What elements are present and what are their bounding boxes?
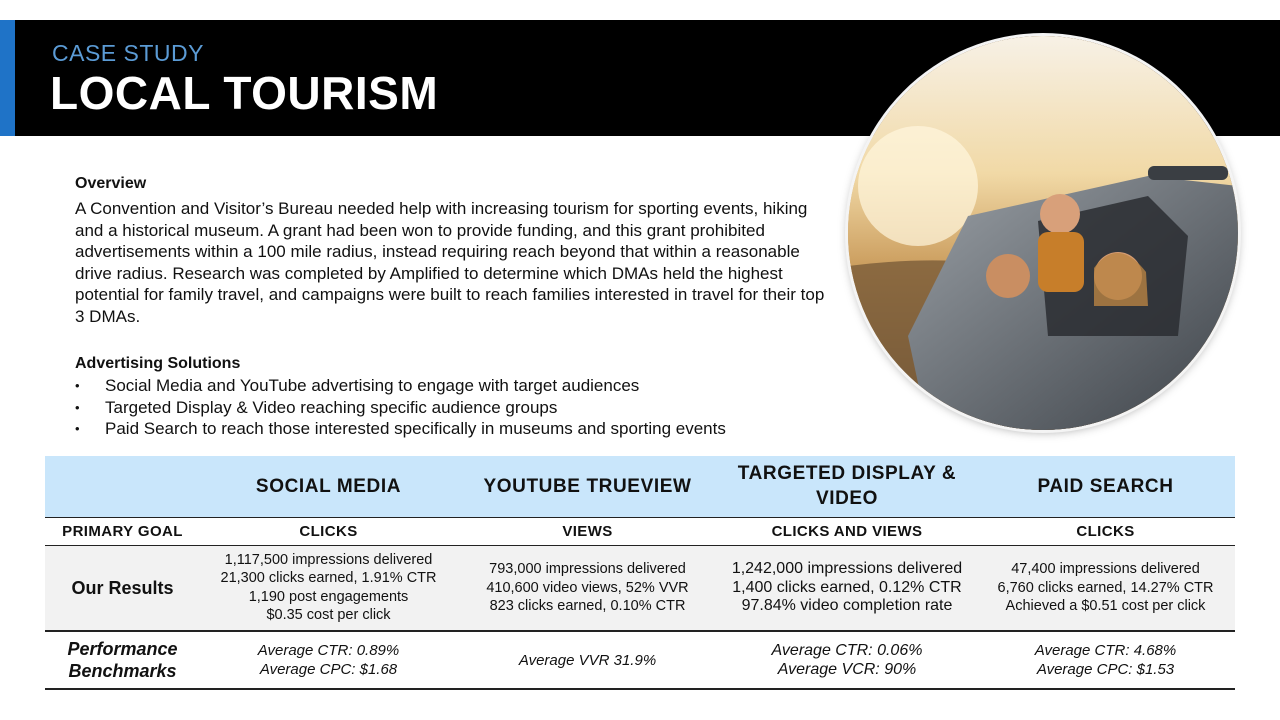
goal-cell: CLICKS bbox=[1076, 522, 1135, 540]
results-cell-social-media bbox=[200, 545, 457, 631]
list-item: • Paid Search to reach those interested specifically in museums and sporting events bbox=[75, 418, 726, 440]
benchmark-cell-paid-search bbox=[976, 631, 1235, 689]
result-line: 1,400 clicks earned, 0.12% CTR bbox=[732, 578, 962, 596]
row-label-primary-goal: PRIMARY GOAL bbox=[62, 522, 183, 540]
benchmark-line: Average VVR 31.9% bbox=[518, 651, 657, 669]
result-line: 6,760 clicks earned, 14.27% CTR bbox=[997, 579, 1214, 596]
overview-heading: Overview bbox=[75, 175, 147, 192]
results-cell-targeted-display bbox=[718, 545, 976, 631]
family-car-illustration bbox=[848, 36, 1238, 430]
benchmark-line: Average CTR: 4.68% bbox=[1034, 642, 1177, 659]
goal-cell: VIEWS bbox=[562, 522, 613, 540]
results-cell-paid-search bbox=[976, 545, 1235, 631]
result-line: 21,300 clicks earned, 1.91% CTR bbox=[220, 570, 437, 587]
result-line: $0.35 cost per click bbox=[266, 607, 391, 624]
benchmark-line: Average CPC: $1.68 bbox=[259, 661, 398, 678]
advertising-solutions-list bbox=[75, 375, 726, 440]
benchmark-line: Average CTR: 0.89% bbox=[257, 642, 400, 659]
table-row bbox=[45, 631, 1235, 689]
benchmark-cell-targeted-display bbox=[718, 631, 976, 689]
benchmark-line: Average VCR: 90% bbox=[777, 661, 917, 678]
result-line: 823 clicks earned, 0.10% CTR bbox=[489, 598, 686, 614]
advertising-solutions-heading: Advertising Solutions bbox=[75, 355, 241, 372]
result-line: 1,242,000 impressions delivered bbox=[731, 560, 963, 577]
benchmark-label-line: Benchmarks bbox=[68, 661, 177, 681]
result-line: 1,190 post engagements bbox=[248, 588, 409, 605]
column-header-youtube-trueview: YOUTUBE TRUEVIEW bbox=[483, 475, 692, 497]
benchmark-cell-social-media bbox=[200, 631, 457, 689]
case-study-kicker: CASE STUDY bbox=[52, 40, 204, 66]
goal-cell: CLICKS AND VIEWS bbox=[771, 522, 923, 540]
benchmark-line: Average CPC: $1.53 bbox=[1036, 661, 1175, 678]
results-cell-youtube bbox=[457, 545, 718, 631]
result-line: Achieved a $0.51 cost per click bbox=[1005, 598, 1206, 614]
accent-strip bbox=[0, 20, 15, 136]
result-line: 97.84% video completion rate bbox=[741, 597, 953, 614]
benchmark-cell-youtube bbox=[457, 631, 718, 689]
overview-paragraph: A Convention and Visitor’s Bureau needed help with increasing tourism for sporting events, hiking and a historical museum. A grant had been won to provide funding, and this grant prohibited advertisements within a 100 mile radius, instead requiring reach beyond that within a reasonable drive radius. Research was completed by Amplified to determine which DMAs held the highest potential for family travel, and campaigns were built to reach families interested in travel for their top 3 DMAs. bbox=[75, 199, 825, 326]
result-line: 1,117,500 impressions delivered bbox=[224, 551, 433, 568]
column-header-targeted-display-video: TARGETED DISPLAY & VIDEO bbox=[737, 463, 957, 510]
row-label-our-results: Our Results bbox=[71, 577, 174, 598]
result-line: 410,600 video views, 52% VVR bbox=[486, 579, 689, 596]
table-row bbox=[45, 517, 1235, 545]
column-header-paid-search: PAID SEARCH bbox=[1037, 475, 1174, 497]
list-item: • Targeted Display & Video reaching specific audience groups bbox=[75, 397, 726, 419]
benchmark-label-line: Performance bbox=[67, 639, 178, 659]
result-line: 793,000 impressions delivered bbox=[489, 561, 686, 577]
goal-cell: CLICKS bbox=[299, 522, 358, 540]
table-corner-cell bbox=[45, 456, 200, 517]
table-header-row bbox=[45, 456, 1235, 517]
result-line: 47,400 impressions delivered bbox=[1011, 561, 1200, 577]
list-item: • Social Media and YouTube advertising to engage with target audiences bbox=[75, 375, 726, 397]
table-row bbox=[45, 545, 1235, 631]
row-label-performance-benchmarks bbox=[45, 631, 200, 689]
benchmark-line: Average CTR: 0.06% bbox=[771, 642, 923, 659]
page-title: LOCAL TOURISM bbox=[50, 67, 439, 119]
family-car-photo bbox=[848, 36, 1238, 430]
results-table bbox=[45, 456, 1235, 690]
column-header-social-media: SOCIAL MEDIA bbox=[255, 475, 402, 497]
